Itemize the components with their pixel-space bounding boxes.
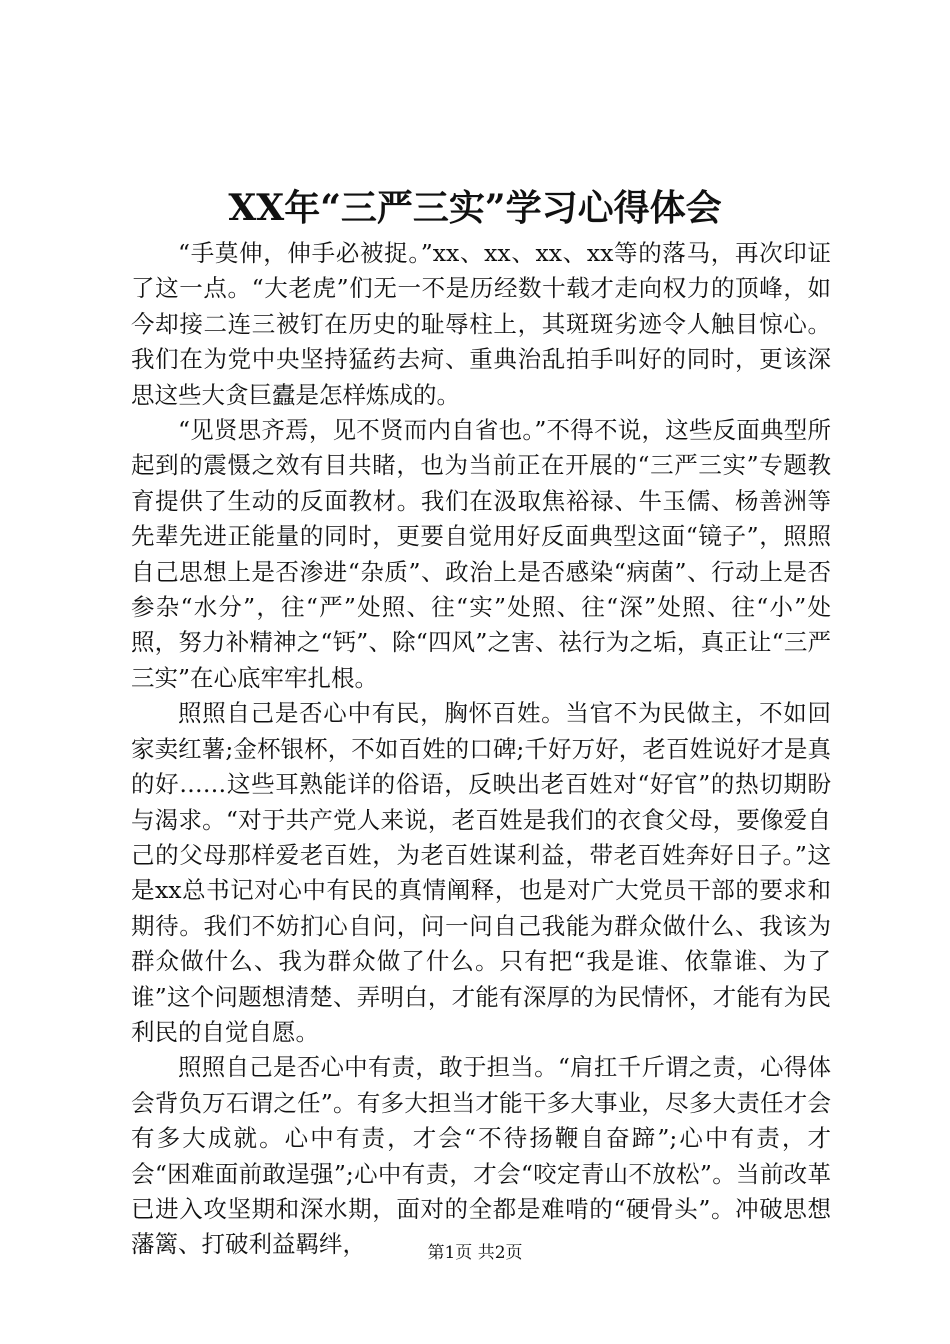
paragraph-3: 照照自己是否心中有民，胸怀百姓。当官不为民做主，不如回家卖红薯;金杯银杯，不如百姓的口碑;千好万好，老百姓说好才是真的好……这些耳熟能详的俗语，反映出老百姓对“好官”的热切期盼与渴求。“对于共产党人来说，老百姓是我们的衣食父母，要像爱自己的父母那样爱老百姓，为老百姓谋利益，带老百姓奔好日子。”这是xx总书记对心中有民的真情阐释，也是对广大党员干部的要求和期待。我们不妨扪心自问，问一问自己我能为群众做什么、我该为群众做什么、我为群众做了什么。只有把“我是谁、依靠谁、为了谁”这个问题想清楚、弄明白，才能有深厚的为民情怀，才能有为民利民的自觉自愿。 — [131, 699, 831, 1046]
document-body — [131, 236, 831, 1263]
page-title: XX年“三严三实”学习心得体会 — [228, 187, 722, 229]
paragraph-4: 照照自己是否心中有责，敢于担当。“肩扛千斤谓之责，心得体会背负万石谓之任”。有多大担当才能干多大事业，尽多大责任才会有多大成就。心中有责，才会“不待扬鞭自奋蹄”;心中有责，才会“困难面前敢逞强”;心中有责，才会“咬定青山不放松”。当前改革已进入攻坚期和深水期，面对的全都是难啃的“硬骨头”。冲破思想藩篱、打破利益羁绊， — [131, 1053, 831, 1259]
paragraph-2: “见贤思齐焉，见不贤而内自省也。”不得不说，这些反面典型所起到的震慑之效有目共睹，也为当前正在开展的“三严三实”专题教育提供了生动的反面教材。我们在汲取焦裕禄、牛玉儒、杨善洲等先辈先进正能量的同时，更要自觉用好反面典型这面“镜子”，照照自己思想上是否渗进“杂质”、政治上是否感染“病菌”、行动上是否参杂“水分”，往“严”处照、往“实”处照、往“深”处照、往“小”处照，努力补精神之“钙”、除“四风”之害、祛行为之垢，真正让“三严三实”在心底牢牢扎根。 — [131, 416, 831, 692]
page-footer: 第1页 共2页 — [427, 1243, 523, 1263]
paragraph-1: “手莫伸，伸手必被捉。”xx、xx、xx、xx等的落马，再次印证了这一点。“大老虎”们无一不是历经数十载才走向权力的顶峰，如今却接二连三被钉在历史的耻辱柱上，其斑斑劣迹令人触目惊心。我们在为党中央坚持猛药去疴、重典治乱拍手叫好的同时，更该深思这些大贪巨蠹是怎样炼成的。 — [131, 239, 831, 409]
